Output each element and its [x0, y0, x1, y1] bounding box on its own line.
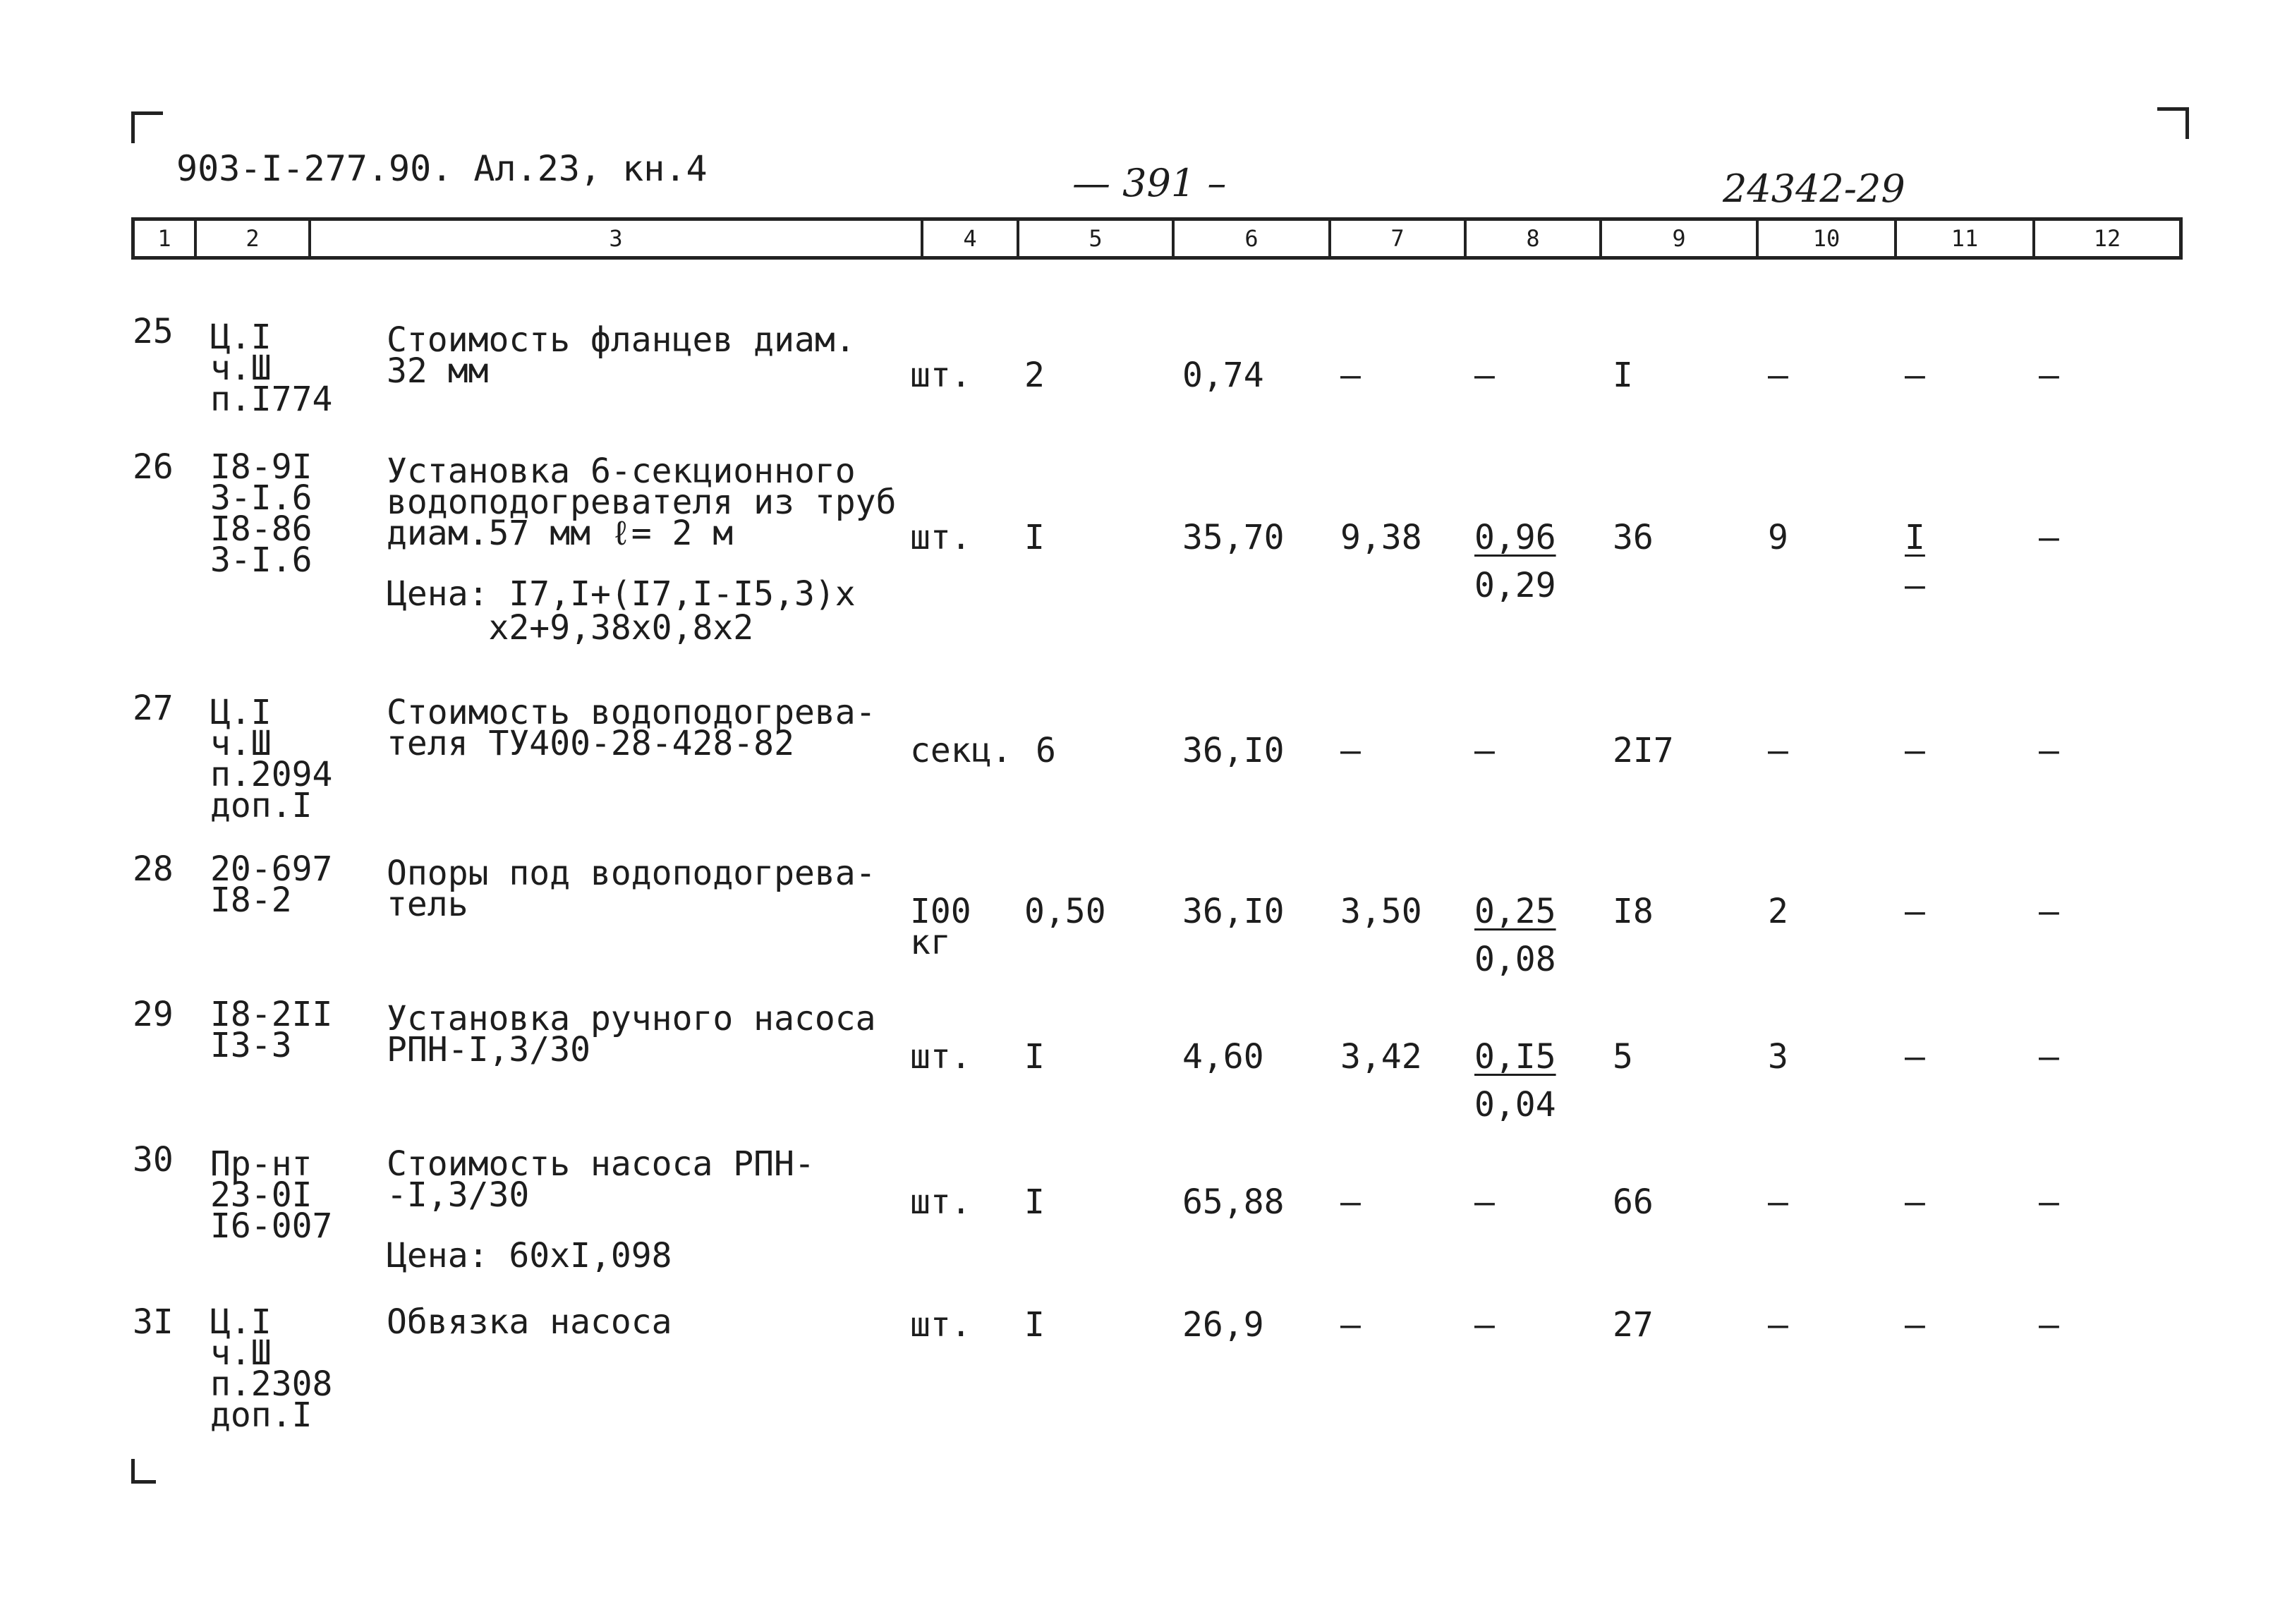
row-unit-price: 4,60 [1182, 1037, 1264, 1077]
row-unit-price: 36,I0 [1182, 892, 1285, 931]
row-quantity: I [1024, 1182, 1045, 1222]
row-unit-price: 35,70 [1182, 518, 1285, 557]
row-col11: – [1905, 892, 1925, 931]
row-unit-price: 26,9 [1182, 1305, 1264, 1345]
row-col10: 3 [1768, 1037, 1788, 1077]
row-col7: – [1340, 1182, 1361, 1222]
row-description: Установка 6-секционного водоподогревателя из труб диам.57 мм ℓ= 2 м [387, 452, 897, 553]
row-number: 25 [133, 312, 174, 351]
row-quantity: I [1024, 518, 1045, 557]
row-reference: I8-9I 3-I.6 I8-86 3-I.6 [210, 447, 313, 580]
row-col10: – [1768, 1305, 1788, 1345]
row-unit: шт. [910, 356, 971, 395]
column-number: 11 [1897, 221, 2035, 256]
row-col12: – [2039, 731, 2059, 770]
row-col8-top: 0,25 [1474, 892, 1556, 931]
row-unit: секц. [910, 731, 1012, 770]
row-unit: шт. [910, 1182, 971, 1222]
column-number: 5 [1019, 221, 1175, 256]
row-description: Стоимость водоподогрева- теля ТУ400-28-428-82 [387, 693, 876, 763]
column-number: 12 [2093, 225, 2121, 252]
row-col12: – [2039, 892, 2059, 931]
row-number: 29 [133, 995, 174, 1034]
row-col9: I8 [1613, 892, 1654, 931]
row-col8: – [1474, 1305, 1495, 1345]
row-reference: 20-697 I8-2 [210, 849, 333, 920]
row-reference: Ц.I ч.Ш п.2094 доп.I [210, 693, 333, 825]
column-number: 9 [1602, 221, 1759, 256]
row-quantity: 0,50 [1024, 892, 1106, 931]
row-col8-top: 0,I5 [1474, 1037, 1556, 1077]
row-col11-bottom: – [1905, 566, 1925, 605]
row-number: 30 [133, 1140, 174, 1180]
row-reference: Пр-нт 23-0I I6-007 [210, 1144, 333, 1246]
row-col8-top: 0,96 [1474, 518, 1556, 557]
corner-mark-top-left [131, 111, 163, 143]
row-description: Установка ручного насоса РПН-I,3/30 [387, 999, 876, 1069]
row-col11: – [1905, 1305, 1925, 1345]
row-col11: – [1905, 731, 1925, 770]
column-number: 4 [923, 221, 1019, 256]
row-unit-price: 65,88 [1182, 1182, 1285, 1222]
row-col8: – [1474, 1182, 1495, 1222]
row-quantity: 6 [1036, 731, 1056, 770]
row-col12: – [2039, 1305, 2059, 1345]
row-col8: – [1474, 731, 1495, 770]
row-quantity: 2 [1024, 356, 1045, 395]
document-reference: 903-I-277.90. Ал.23, кн.4 [176, 148, 708, 189]
row-col10: – [1768, 1182, 1788, 1222]
row-col12: – [2039, 1182, 2059, 1222]
row-col11-top: I [1905, 518, 1925, 557]
row-col8-bottom: 0,04 [1474, 1085, 1556, 1125]
row-col11: – [1905, 1037, 1925, 1077]
corner-mark-bottom-left [131, 1459, 156, 1484]
row-col9: 27 [1613, 1305, 1654, 1345]
row-col12: – [2039, 518, 2059, 557]
row-col8-bottom: 0,08 [1474, 940, 1556, 979]
row-number: 26 [133, 447, 174, 487]
column-number: 3 [311, 221, 923, 256]
column-number: 7 [1331, 221, 1467, 256]
row-col7: – [1340, 731, 1361, 770]
row-col9: I [1613, 356, 1633, 395]
column-number: 6 [1175, 221, 1331, 256]
row-quantity: I [1024, 1037, 1045, 1077]
row-number: 3I [133, 1302, 174, 1342]
row-col9: 5 [1613, 1037, 1633, 1077]
row-col12: – [2039, 356, 2059, 395]
row-unit: I00 кг [910, 892, 971, 962]
row-number: 27 [133, 689, 174, 728]
row-description: Стоимость фланцев диам. 32 мм [387, 320, 856, 391]
row-unit-price: 36,I0 [1182, 731, 1285, 770]
row-col8: – [1474, 356, 1495, 395]
row-quantity: I [1024, 1305, 1045, 1345]
row-col7: – [1340, 1305, 1361, 1345]
row-price-formula: Цена: I7,I+(I7,I-I5,3)x x2+9,38x0,8x2 [387, 574, 856, 648]
row-col7: 3,42 [1340, 1037, 1422, 1077]
row-description: Стоимость насоса РПН- -I,3/30 [387, 1144, 815, 1215]
row-reference: Ц.I ч.Ш п.I774 [210, 317, 333, 419]
row-unit-price: 0,74 [1182, 356, 1264, 395]
row-col10: 2 [1768, 892, 1788, 931]
row-unit: шт. [910, 1305, 971, 1345]
row-unit: шт. [910, 518, 971, 557]
row-col9: 36 [1613, 518, 1654, 557]
row-col12: – [2039, 1037, 2059, 1077]
row-col10: – [1768, 356, 1788, 395]
column-number: 1 [135, 221, 197, 256]
sheet-code: 24342-29 [1723, 166, 1905, 211]
row-col7: 3,50 [1340, 892, 1422, 931]
row-col7: 9,38 [1340, 518, 1422, 557]
column-number: 10 [1759, 221, 1897, 256]
row-col10: 9 [1768, 518, 1788, 557]
row-col7: – [1340, 356, 1361, 395]
column-number: 8 [1467, 221, 1602, 256]
row-description: Обвязка насоса [387, 1302, 672, 1342]
row-col9: 2I7 [1613, 731, 1674, 770]
row-number: 28 [133, 849, 174, 889]
row-col10: – [1768, 731, 1788, 770]
page-number: — 391 – [1072, 161, 1227, 205]
row-col11: – [1905, 356, 1925, 395]
row-col8-bottom: 0,29 [1474, 566, 1556, 605]
column-number-strip [131, 217, 2183, 260]
row-price-formula: Цена: 60xI,098 [387, 1236, 672, 1275]
row-reference: Ц.I ч.Ш п.2308 доп.I [210, 1302, 333, 1435]
row-col9: 66 [1613, 1182, 1654, 1222]
row-unit: шт. [910, 1037, 971, 1077]
row-reference: I8-2II I3-3 [210, 995, 333, 1065]
row-description: Опоры под водоподогрева- тель [387, 854, 876, 924]
corner-mark-top-right [2157, 107, 2189, 139]
column-number: 2 [197, 221, 311, 256]
row-col11: – [1905, 1182, 1925, 1222]
